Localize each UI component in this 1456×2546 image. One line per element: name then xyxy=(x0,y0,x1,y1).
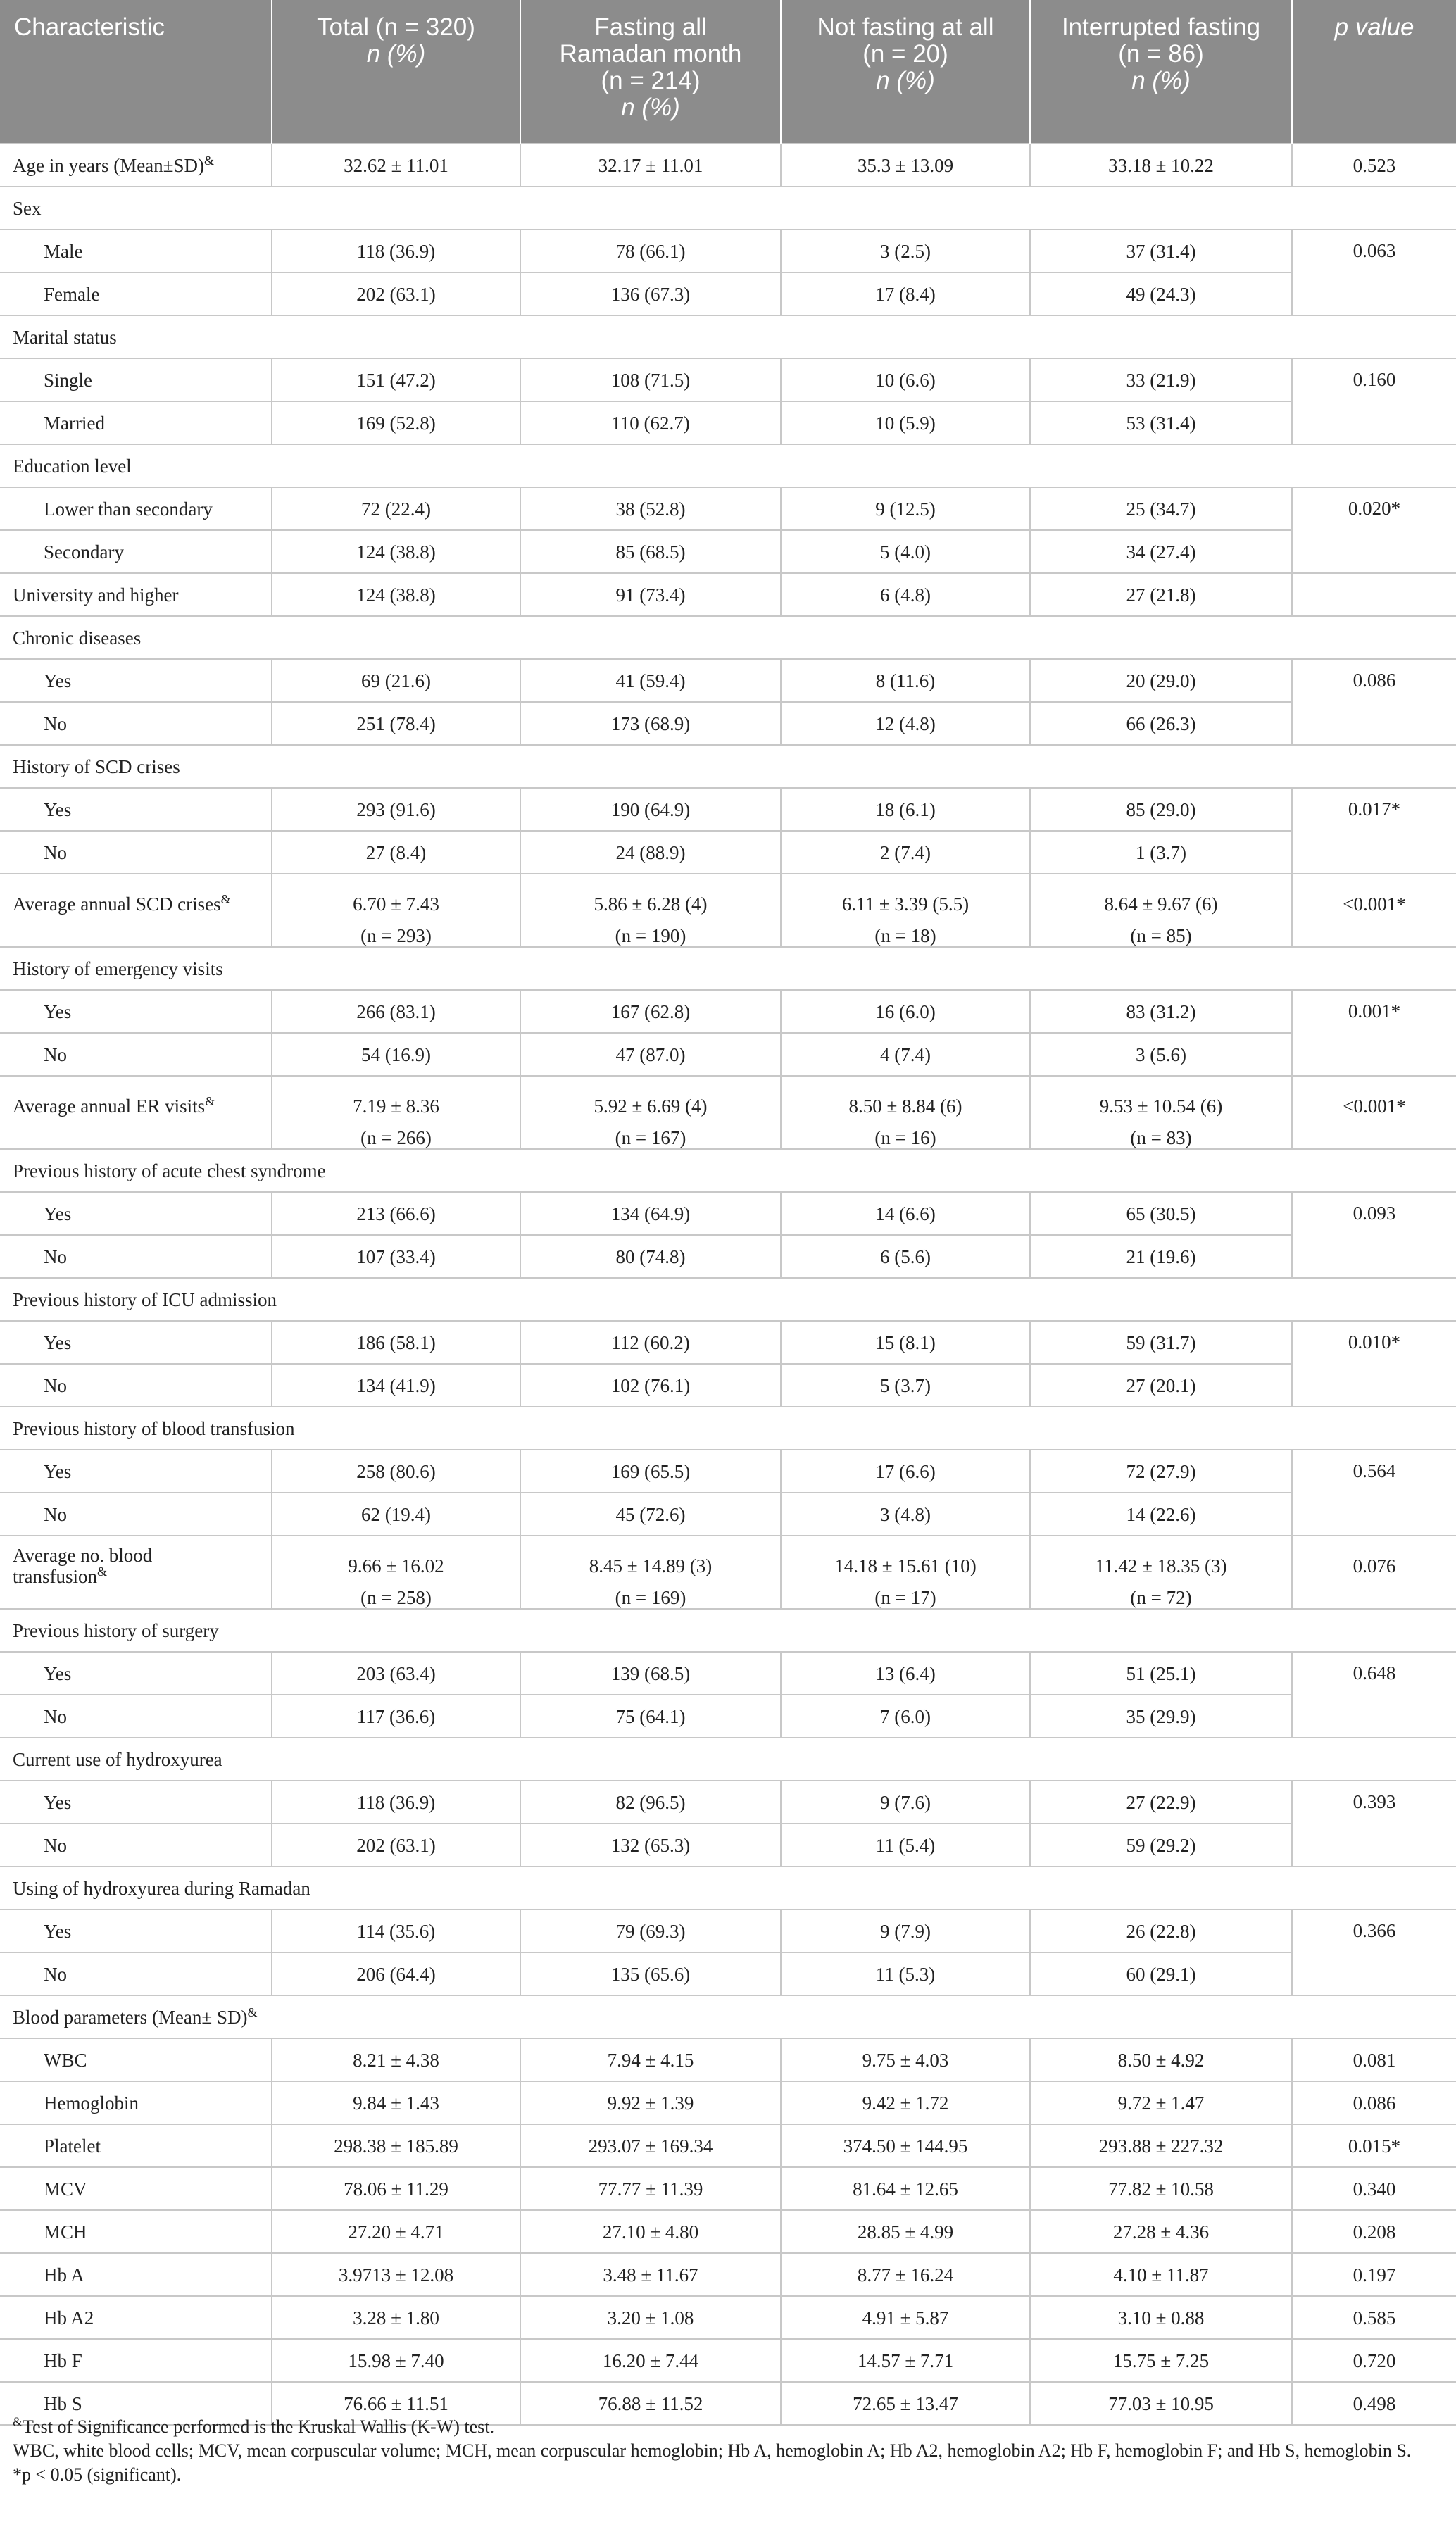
row-label: transfusion xyxy=(13,1566,97,1587)
cell-not-fasting: 5 (3.7) xyxy=(781,1364,1030,1407)
cell-p-value: 0.020* xyxy=(1292,487,1456,573)
row-label: MCV xyxy=(0,2167,272,2210)
cell-fasting: 134 (64.9) xyxy=(520,1192,781,1235)
section-row xyxy=(0,947,1456,990)
cell-interrupted: 77.03 ± 10.95 xyxy=(1030,2382,1292,2425)
table-row xyxy=(0,401,1456,444)
cell-fasting: 173 (68.9) xyxy=(520,702,781,745)
cell-not-fasting: 9 (12.5) xyxy=(781,487,1030,530)
cell-total: 124 (38.8) xyxy=(272,530,520,573)
section-label: Current use of hydroxyurea xyxy=(0,1738,1456,1781)
cell-fasting: 24 (88.9) xyxy=(520,831,781,874)
row-label: Male xyxy=(0,230,272,272)
row-label: Yes xyxy=(0,1910,272,1952)
cell-total: 206 (64.4) xyxy=(272,1952,520,1995)
table-row xyxy=(0,530,1456,573)
cell-total: 293 (91.6) xyxy=(272,788,520,831)
cell-interrupted: 72 (27.9) xyxy=(1030,1450,1292,1493)
cell-total: 169 (52.8) xyxy=(272,401,520,444)
cell-interrupted: 33.18 ± 10.22 xyxy=(1030,144,1292,187)
cell-interrupted: 9.72 ± 1.47 xyxy=(1030,2081,1292,2124)
cell-interrupted: 35 (29.9) xyxy=(1030,1695,1292,1738)
table-row xyxy=(0,573,1456,616)
row-label: Age in years (Mean±SD) xyxy=(13,154,204,176)
cell-p-value: 0.197 xyxy=(1292,2253,1456,2296)
cell-total: 3.28 ± 1.80 xyxy=(272,2296,520,2339)
cell-interrupted: 14 (22.6) xyxy=(1030,1493,1292,1536)
table-row xyxy=(0,1781,1456,1824)
cell-p-value: 0.720 xyxy=(1292,2339,1456,2382)
row-label: No xyxy=(0,1235,272,1278)
row-label: Married xyxy=(0,401,272,444)
table-row xyxy=(0,2253,1456,2296)
cell-p-value: 0.093 xyxy=(1292,1192,1456,1278)
cell-total: 118 (36.9) xyxy=(272,230,520,272)
cell-not-fasting: 14.18 ± 15.61 (10) (n = 17) xyxy=(781,1536,1030,1609)
cell-not-fasting: 28.85 ± 4.99 xyxy=(781,2210,1030,2253)
cell-total: 69 (21.6) xyxy=(272,659,520,702)
cell-fasting: 91 (73.4) xyxy=(520,573,781,616)
cell-not-fasting: 4.91 ± 5.87 xyxy=(781,2296,1030,2339)
table-row xyxy=(0,358,1456,401)
cell-fasting: 47 (87.0) xyxy=(520,1033,781,1076)
section-row xyxy=(0,1738,1456,1781)
cell-fasting: 38 (52.8) xyxy=(520,487,781,530)
cell-p-value: 0.017* xyxy=(1292,788,1456,874)
cell-interrupted: 293.88 ± 227.32 xyxy=(1030,2124,1292,2167)
section-row xyxy=(0,315,1456,358)
section-label: Sex xyxy=(0,187,1456,230)
cell-interrupted: 53 (31.4) xyxy=(1030,401,1292,444)
table-row xyxy=(0,144,1456,187)
table-row xyxy=(0,1033,1456,1076)
cell-not-fasting: 3 (2.5) xyxy=(781,230,1030,272)
cell-total: 27 (8.4) xyxy=(272,831,520,874)
cell-not-fasting: 8.77 ± 16.24 xyxy=(781,2253,1030,2296)
row-label: Yes xyxy=(0,1450,272,1493)
cell-interrupted: 25 (34.7) xyxy=(1030,487,1292,530)
cell-not-fasting: 8.50 ± 8.84 (6) (n = 16) xyxy=(781,1076,1030,1149)
header-fasting: Fasting all Ramadan month (n = 214) n (%) xyxy=(520,0,781,144)
table-row xyxy=(0,2339,1456,2382)
cell-fasting: 136 (67.3) xyxy=(520,272,781,315)
cell-interrupted: 8.50 ± 4.92 xyxy=(1030,2038,1292,2081)
cell-fasting: 27.10 ± 4.80 xyxy=(520,2210,781,2253)
cell-not-fasting: 17 (8.4) xyxy=(781,272,1030,315)
cell-not-fasting: 17 (6.6) xyxy=(781,1450,1030,1493)
cell-interrupted: 59 (31.7) xyxy=(1030,1321,1292,1364)
table-row xyxy=(0,2210,1456,2253)
cell-not-fasting: 6 (4.8) xyxy=(781,573,1030,616)
section-label: History of SCD crises xyxy=(0,745,1456,788)
row-label: No xyxy=(0,831,272,874)
cell-interrupted: 21 (19.6) xyxy=(1030,1235,1292,1278)
cell-p-value: 0.086 xyxy=(1292,2081,1456,2124)
row-label: Hb F xyxy=(0,2339,272,2382)
cell-total: 107 (33.4) xyxy=(272,1235,520,1278)
row-label: Female xyxy=(0,272,272,315)
table-row xyxy=(0,1536,1456,1609)
row-label: Platelet xyxy=(0,2124,272,2167)
row-label: Hb A2 xyxy=(0,2296,272,2339)
cell-p-value: 0.010* xyxy=(1292,1321,1456,1407)
table-row xyxy=(0,788,1456,831)
cell-total: 134 (41.9) xyxy=(272,1364,520,1407)
table-row xyxy=(0,487,1456,530)
cell-interrupted: 3 (5.6) xyxy=(1030,1033,1292,1076)
cell-fasting: 32.17 ± 11.01 xyxy=(520,144,781,187)
table-row xyxy=(0,1450,1456,1493)
cell-total: 298.38 ± 185.89 xyxy=(272,2124,520,2167)
table-row xyxy=(0,1695,1456,1738)
row-label: No xyxy=(0,702,272,745)
table-row xyxy=(0,1192,1456,1235)
cell-p-value xyxy=(1292,573,1456,616)
cell-fasting: 190 (64.9) xyxy=(520,788,781,831)
cell-interrupted: 26 (22.8) xyxy=(1030,1910,1292,1952)
section-row xyxy=(0,1995,1456,2038)
cell-p-value: <0.001* xyxy=(1292,874,1456,947)
cell-interrupted: 66 (26.3) xyxy=(1030,702,1292,745)
row-label: Average annual SCD crises xyxy=(13,893,221,915)
table-row xyxy=(0,1910,1456,1952)
cell-total: 6.70 ± 7.43 (n = 293) xyxy=(272,874,520,947)
section-row xyxy=(0,1407,1456,1450)
section-row xyxy=(0,1609,1456,1652)
table-row xyxy=(0,1952,1456,1995)
cell-not-fasting: 18 (6.1) xyxy=(781,788,1030,831)
cell-p-value: 0.564 xyxy=(1292,1450,1456,1536)
cell-not-fasting: 13 (6.4) xyxy=(781,1652,1030,1695)
cell-p-value: 0.086 xyxy=(1292,659,1456,745)
table-row xyxy=(0,1493,1456,1536)
cell-not-fasting: 2 (7.4) xyxy=(781,831,1030,874)
cell-not-fasting: 9 (7.9) xyxy=(781,1910,1030,1952)
cell-p-value: 0.366 xyxy=(1292,1910,1456,1995)
cell-interrupted: 27 (22.9) xyxy=(1030,1781,1292,1824)
table-row xyxy=(0,1321,1456,1364)
cell-not-fasting: 15 (8.1) xyxy=(781,1321,1030,1364)
section-label: Previous history of surgery xyxy=(0,1609,1456,1652)
cell-p-value: 0.076 xyxy=(1292,1536,1456,1609)
cell-fasting: 16.20 ± 7.44 xyxy=(520,2339,781,2382)
cell-fasting: 5.86 ± 6.28 (4) (n = 190) xyxy=(520,874,781,947)
cell-fasting: 80 (74.8) xyxy=(520,1235,781,1278)
cell-not-fasting: 9.42 ± 1.72 xyxy=(781,2081,1030,2124)
row-label: Yes xyxy=(0,1781,272,1824)
row-label: Hb A xyxy=(0,2253,272,2296)
cell-total: 266 (83.1) xyxy=(272,990,520,1033)
cell-interrupted: 51 (25.1) xyxy=(1030,1652,1292,1695)
cell-total: 251 (78.4) xyxy=(272,702,520,745)
footnote-marker: & xyxy=(205,1094,215,1108)
section-label: History of emergency visits xyxy=(0,947,1456,990)
cell-fasting: 169 (65.5) xyxy=(520,1450,781,1493)
cell-total: 8.21 ± 4.38 xyxy=(272,2038,520,2081)
cell-not-fasting: 9.75 ± 4.03 xyxy=(781,2038,1030,2081)
cell-fasting: 112 (60.2) xyxy=(520,1321,781,1364)
cell-not-fasting: 9 (7.6) xyxy=(781,1781,1030,1824)
row-label: No xyxy=(0,1952,272,1995)
cell-not-fasting: 8 (11.6) xyxy=(781,659,1030,702)
cell-fasting: 110 (62.7) xyxy=(520,401,781,444)
cell-p-value: 0.523 xyxy=(1292,144,1456,187)
cell-interrupted: 1 (3.7) xyxy=(1030,831,1292,874)
cell-fasting: 293.07 ± 169.34 xyxy=(520,2124,781,2167)
cell-fasting: 9.92 ± 1.39 xyxy=(520,2081,781,2124)
section-label: Previous history of ICU admission xyxy=(0,1278,1456,1321)
cell-not-fasting: 11 (5.4) xyxy=(781,1824,1030,1867)
table-row xyxy=(0,1076,1456,1149)
table-row xyxy=(0,1235,1456,1278)
row-label: No xyxy=(0,1033,272,1076)
header-characteristic: Characteristic xyxy=(0,0,272,144)
cell-total: 54 (16.9) xyxy=(272,1033,520,1076)
cell-p-value: 0.393 xyxy=(1292,1781,1456,1867)
cell-total: 78.06 ± 11.29 xyxy=(272,2167,520,2210)
footnote-marker: & xyxy=(96,1564,107,1579)
cell-interrupted: 49 (24.3) xyxy=(1030,272,1292,315)
row-label: Single xyxy=(0,358,272,401)
cell-interrupted: 60 (29.1) xyxy=(1030,1952,1292,1995)
row-label: Yes xyxy=(0,1652,272,1695)
section-label: Using of hydroxyurea during Ramadan xyxy=(0,1867,1456,1910)
cell-interrupted: 11.42 ± 18.35 (3) (n = 72) xyxy=(1030,1536,1292,1609)
table-footnotes xyxy=(13,2415,1449,2487)
cell-fasting: 167 (62.8) xyxy=(520,990,781,1033)
row-label: No xyxy=(0,1493,272,1536)
footnote-abbreviations: WBC, white blood cells; MCV, mean corpuscular volume; MCH, mean corpuscular hemoglobin; Hb A, hemoglobin A; Hb A2, hemoglobin A2; Hb F, hemoglobin F; and Hb S, hemoglobin S. xyxy=(13,2440,1412,2461)
blood-parameters-body xyxy=(0,2038,1456,2425)
section-label: Chronic diseases xyxy=(0,616,1456,659)
cell-total: 114 (35.6) xyxy=(272,1910,520,1952)
row-label: No xyxy=(0,1824,272,1867)
table-row xyxy=(0,831,1456,874)
row-label: Yes xyxy=(0,990,272,1033)
section-row xyxy=(0,1867,1456,1910)
cell-total: 27.20 ± 4.71 xyxy=(272,2210,520,2253)
cell-not-fasting: 10 (5.9) xyxy=(781,401,1030,444)
section-label: Marital status xyxy=(0,315,1456,358)
cell-interrupted: 33 (21.9) xyxy=(1030,358,1292,401)
section-label: Previous history of acute chest syndrome xyxy=(0,1149,1456,1192)
cell-fasting: 3.48 ± 11.67 xyxy=(520,2253,781,2296)
cell-fasting: 7.94 ± 4.15 xyxy=(520,2038,781,2081)
cell-not-fasting: 81.64 ± 12.65 xyxy=(781,2167,1030,2210)
cell-not-fasting: 14 (6.6) xyxy=(781,1192,1030,1235)
cell-interrupted: 4.10 ± 11.87 xyxy=(1030,2253,1292,2296)
cell-not-fasting: 72.65 ± 13.47 xyxy=(781,2382,1030,2425)
cell-fasting: 82 (96.5) xyxy=(520,1781,781,1824)
cell-interrupted: 85 (29.0) xyxy=(1030,788,1292,831)
row-label: Yes xyxy=(0,659,272,702)
row-label: Hemoglobin xyxy=(0,2081,272,2124)
cell-total: 32.62 ± 11.01 xyxy=(272,144,520,187)
cell-fasting: 3.20 ± 1.08 xyxy=(520,2296,781,2339)
table-row xyxy=(0,1364,1456,1407)
cell-interrupted: 15.75 ± 7.25 xyxy=(1030,2339,1292,2382)
table-row xyxy=(0,2081,1456,2124)
cell-fasting: 8.45 ± 14.89 (3) (n = 169) xyxy=(520,1536,781,1609)
cell-total: 213 (66.6) xyxy=(272,1192,520,1235)
cell-not-fasting: 6.11 ± 3.39 (5.5) (n = 18) xyxy=(781,874,1030,947)
cell-p-value: 0.081 xyxy=(1292,2038,1456,2081)
table-row xyxy=(0,2296,1456,2339)
cell-total: 203 (63.4) xyxy=(272,1652,520,1695)
cell-total: 3.9713 ± 12.08 xyxy=(272,2253,520,2296)
cell-not-fasting: 6 (5.6) xyxy=(781,1235,1030,1278)
cell-interrupted: 20 (29.0) xyxy=(1030,659,1292,702)
table-row xyxy=(0,874,1456,947)
header-not-fasting: Not fasting at all (n = 20) n (%) xyxy=(781,0,1030,144)
table-row xyxy=(0,659,1456,702)
cell-total: 151 (47.2) xyxy=(272,358,520,401)
cell-not-fasting: 374.50 ± 144.95 xyxy=(781,2124,1030,2167)
cell-fasting: 132 (65.3) xyxy=(520,1824,781,1867)
cell-not-fasting: 3 (4.8) xyxy=(781,1493,1030,1536)
section-row xyxy=(0,187,1456,230)
section-row xyxy=(0,1149,1456,1192)
section-row xyxy=(0,616,1456,659)
table-row xyxy=(0,2038,1456,2081)
footnote-marker: & xyxy=(247,2005,258,2019)
row-label: No xyxy=(0,1364,272,1407)
header-total: Total (n = 320) n (%) xyxy=(272,0,520,144)
cell-fasting: 108 (71.5) xyxy=(520,358,781,401)
cell-total: 202 (63.1) xyxy=(272,1824,520,1867)
cell-p-value: <0.001* xyxy=(1292,1076,1456,1149)
cell-fasting: 135 (65.6) xyxy=(520,1952,781,1995)
footnote-significance: *p < 0.05 (significant). xyxy=(13,2464,182,2485)
cell-fasting: 41 (59.4) xyxy=(520,659,781,702)
cell-total: 258 (80.6) xyxy=(272,1450,520,1493)
cell-p-value: 0.001* xyxy=(1292,990,1456,1076)
table-row xyxy=(0,1652,1456,1695)
footnote-marker: & xyxy=(204,153,215,168)
cell-fasting: 78 (66.1) xyxy=(520,230,781,272)
cell-total: 76.66 ± 11.51 xyxy=(272,2382,520,2425)
cell-interrupted: 65 (30.5) xyxy=(1030,1192,1292,1235)
cell-fasting: 76.88 ± 11.52 xyxy=(520,2382,781,2425)
header-row xyxy=(0,0,1456,144)
table-row xyxy=(0,230,1456,272)
cell-p-value: 0.015* xyxy=(1292,2124,1456,2167)
cell-total: 9.84 ± 1.43 xyxy=(272,2081,520,2124)
cell-fasting: 85 (68.5) xyxy=(520,530,781,573)
cell-interrupted: 37 (31.4) xyxy=(1030,230,1292,272)
cell-total: 7.19 ± 8.36 (n = 266) xyxy=(272,1076,520,1149)
cell-interrupted: 27 (20.1) xyxy=(1030,1364,1292,1407)
cell-total: 118 (36.9) xyxy=(272,1781,520,1824)
table-row xyxy=(0,702,1456,745)
cell-not-fasting: 5 (4.0) xyxy=(781,530,1030,573)
section-row xyxy=(0,1278,1456,1321)
cell-total: 72 (22.4) xyxy=(272,487,520,530)
section-row xyxy=(0,444,1456,487)
cell-p-value: 0.063 xyxy=(1292,230,1456,315)
row-label: Secondary xyxy=(0,530,272,573)
cell-interrupted: 77.82 ± 10.58 xyxy=(1030,2167,1292,2210)
row-label: University and higher xyxy=(0,573,272,616)
cell-fasting: 79 (69.3) xyxy=(520,1910,781,1952)
cell-not-fasting: 35.3 ± 13.09 xyxy=(781,144,1030,187)
cell-p-value: 0.498 xyxy=(1292,2382,1456,2425)
cell-interrupted: 9.53 ± 10.54 (6) (n = 83) xyxy=(1030,1076,1292,1149)
row-label: Yes xyxy=(0,788,272,831)
row-label: Lower than secondary xyxy=(0,487,272,530)
cell-p-value: 0.160 xyxy=(1292,358,1456,444)
cell-not-fasting: 16 (6.0) xyxy=(781,990,1030,1033)
cell-total: 186 (58.1) xyxy=(272,1321,520,1364)
header-p-value: p value xyxy=(1292,0,1456,144)
cell-p-value: 0.340 xyxy=(1292,2167,1456,2210)
cell-interrupted: 59 (29.2) xyxy=(1030,1824,1292,1867)
row-label: Average no. blood xyxy=(13,1545,153,1566)
cell-total: 117 (36.6) xyxy=(272,1695,520,1738)
cell-fasting: 45 (72.6) xyxy=(520,1493,781,1536)
table-row xyxy=(0,2167,1456,2210)
section-row xyxy=(0,745,1456,788)
cell-interrupted: 34 (27.4) xyxy=(1030,530,1292,573)
footnote-marker: & xyxy=(220,892,231,906)
row-label: MCH xyxy=(0,2210,272,2253)
section-label: Education level xyxy=(0,444,1456,487)
section-label: Previous history of blood transfusion xyxy=(0,1407,1456,1450)
cell-p-value: 0.208 xyxy=(1292,2210,1456,2253)
header-interrupted: Interrupted fasting (n = 86) n (%) xyxy=(1030,0,1292,144)
table-row xyxy=(0,2124,1456,2167)
cell-fasting: 5.92 ± 6.69 (4) (n = 167) xyxy=(520,1076,781,1149)
cell-interrupted: 3.10 ± 0.88 xyxy=(1030,2296,1292,2339)
row-label: Yes xyxy=(0,1192,272,1235)
table-row xyxy=(0,272,1456,315)
cell-not-fasting: 14.57 ± 7.71 xyxy=(781,2339,1030,2382)
row-label: Yes xyxy=(0,1321,272,1364)
table-row xyxy=(0,1824,1456,1867)
row-label: Average annual ER visits xyxy=(13,1096,206,1117)
row-label: Hb S xyxy=(0,2382,272,2425)
table-row xyxy=(0,990,1456,1033)
cell-fasting: 75 (64.1) xyxy=(520,1695,781,1738)
cell-not-fasting: 10 (6.6) xyxy=(781,358,1030,401)
cell-total: 15.98 ± 7.40 xyxy=(272,2339,520,2382)
cell-interrupted: 8.64 ± 9.67 (6) (n = 85) xyxy=(1030,874,1292,947)
cell-interrupted: 27.28 ± 4.36 xyxy=(1030,2210,1292,2253)
cell-total: 124 (38.8) xyxy=(272,573,520,616)
cell-total: 9.66 ± 16.02 (n = 258) xyxy=(272,1536,520,1609)
cell-total: 62 (19.4) xyxy=(272,1493,520,1536)
cell-fasting: 102 (76.1) xyxy=(520,1364,781,1407)
cell-not-fasting: 4 (7.4) xyxy=(781,1033,1030,1076)
cell-interrupted: 27 (21.8) xyxy=(1030,573,1292,616)
row-label: WBC xyxy=(0,2038,272,2081)
cell-not-fasting: 12 (4.8) xyxy=(781,702,1030,745)
cell-interrupted: 83 (31.2) xyxy=(1030,990,1292,1033)
cell-p-value: 0.585 xyxy=(1292,2296,1456,2339)
cell-fasting: 139 (68.5) xyxy=(520,1652,781,1695)
cell-fasting: 77.77 ± 11.39 xyxy=(520,2167,781,2210)
row-label: No xyxy=(0,1695,272,1738)
section-label: Blood parameters (Mean± SD) xyxy=(13,2006,248,2028)
cell-p-value: 0.648 xyxy=(1292,1652,1456,1738)
cell-not-fasting: 11 (5.3) xyxy=(781,1952,1030,1995)
footnote-kw: &Test of Significance performed is the Kruskal Wallis (K-W) test. xyxy=(13,2414,494,2437)
cell-total: 202 (63.1) xyxy=(272,272,520,315)
cell-not-fasting: 7 (6.0) xyxy=(781,1695,1030,1738)
